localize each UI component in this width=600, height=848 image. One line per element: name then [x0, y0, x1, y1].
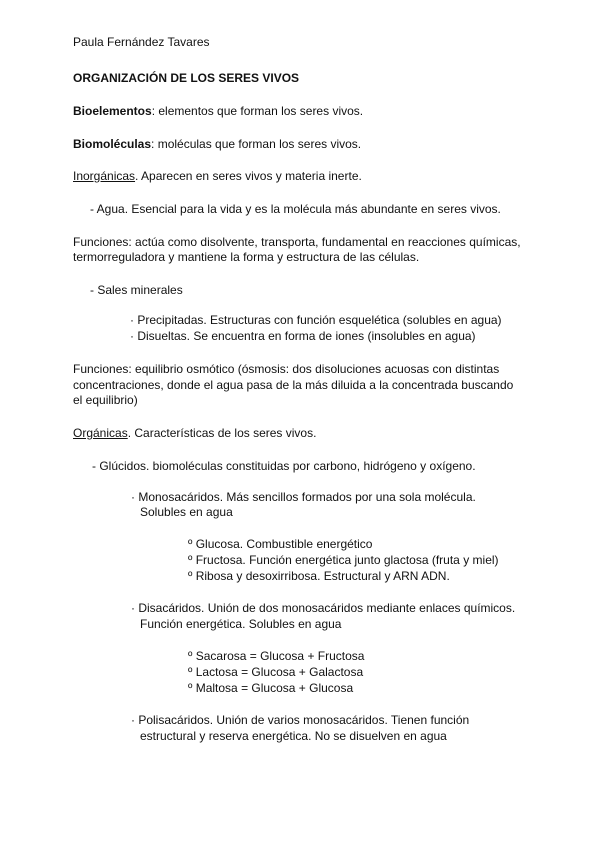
list-item-glucidos: - Glúcidos. biomoléculas constituidas por carbono, hidrógeno y oxígeno.: [92, 459, 476, 473]
text-bioelementos: : elementos que forman los seres vivos.: [151, 104, 364, 118]
section-inorganicas: [73, 168, 362, 184]
list-item: º Maltosa = Glucosa + Glucosa: [188, 681, 354, 695]
list-item: º Glucosa. Combustible energético: [188, 537, 373, 551]
heading-inorganicas: Inorgánicas: [73, 169, 136, 183]
section-organicas: [73, 425, 316, 441]
text-biomoleculas: : moléculas que forman los seres vivos.: [151, 137, 362, 151]
document-title: ORGANIZACIÓN DE LOS SERES VIVOS: [73, 71, 300, 85]
paragraph-line: Funciones: equilibrio osmótico (ósmosis: dos disoluciones acuosas con distintas: [73, 362, 500, 376]
list-item-sales: - Sales minerales: [90, 283, 183, 297]
definition-biomoleculas: [73, 136, 361, 152]
paragraph-line: termorreguladora y mantiene la forma y estructura de las células.: [73, 250, 420, 264]
text-organicas: . Características de los seres vivos.: [127, 426, 317, 440]
list-item-polisacaridos: · Polisacáridos. Unión de varios monosacáridos. Tienen función: [131, 713, 470, 727]
heading-organicas: Orgánicas: [73, 426, 128, 440]
list-item: · Disueltas. Se encuentra en forma de iones (insolubles en agua): [130, 329, 476, 343]
author-header: Paula Fernández Tavares: [73, 35, 210, 49]
list-item-monosacaridos: · Monosacáridos. Más sencillos formados por una sola molécula.: [131, 490, 476, 504]
list-item-continuation: estructural y reserva energética. No se disuelven en agua: [140, 729, 447, 743]
text-inorganicas: . Aparecen en seres vivos y materia inerte.: [135, 169, 362, 183]
term-bioelementos: Bioelementos: [73, 104, 152, 118]
list-item: º Ribosa y desoxirribosa. Estructural y ARN ADN.: [188, 569, 450, 583]
list-item: º Fructosa. Función energética junto glactosa (fruta y miel): [188, 553, 499, 567]
list-item-agua: - Agua. Esencial para la vida y es la molécula más abundante en seres vivos.: [90, 202, 501, 216]
list-item: º Sacarosa = Glucosa + Fructosa: [188, 649, 365, 663]
paragraph-line: concentraciones, donde el agua pasa de la más diluida a la concentrada buscando: [73, 378, 514, 392]
paragraph-line: el equilibrio): [73, 393, 138, 407]
list-item: · Precipitadas. Estructuras con función esquelética (solubles en agua): [130, 313, 502, 327]
list-item: º Lactosa = Glucosa + Galactosa: [188, 665, 364, 679]
list-item-disacaridos: · Disacáridos. Unión de dos monosacáridos mediante enlaces químicos.: [131, 601, 516, 615]
list-item-continuation: Solubles en agua: [140, 505, 233, 519]
list-item-continuation: Función energética. Solubles en agua: [140, 617, 342, 631]
paragraph-line: Funciones: actúa como disolvente, transporta, fundamental en reacciones químicas,: [73, 235, 521, 249]
definition-bioelementos: [73, 103, 363, 119]
term-biomoleculas: Biomoléculas: [73, 137, 152, 151]
